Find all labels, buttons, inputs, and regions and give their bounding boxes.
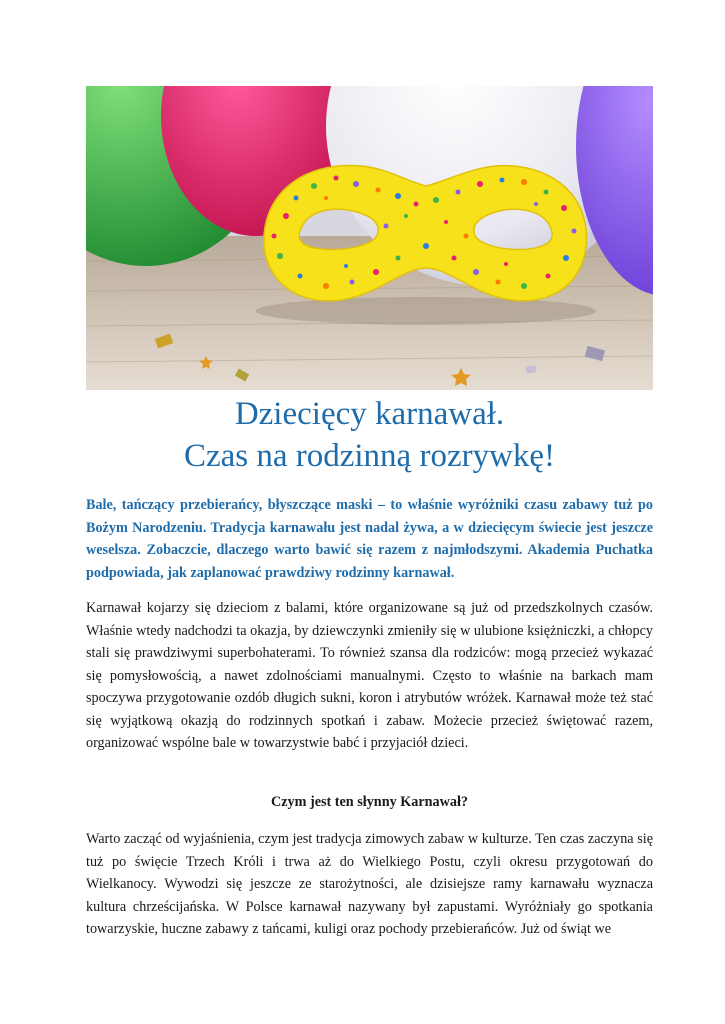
title-line-2: Czas na rodzinną rozrywkę! — [183, 438, 556, 474]
body-paragraph-2: Warto zacząć od wyjaśnienia, czym jest tradycja zimowych zabaw w kulturze. Ten czas zaczyna się tuż po święcie Trzech Króli i trwa aż do Wielkiego Postu, czyli okresu przygotowań do Wielkanocy. Wywodzi się jeszcze ze starożytności, ale dzisiejsze ramy karnawału wyznacza kultura chrześcijańska. W Polsce karnawał nazywany był zapustami. Wyróżniały go spotkania towarzyskie, huczne zabawy z tańcami, kuligi oraz pochody przebierańców. Już od świąt we — [86, 831, 653, 937]
carnival-mask-photo — [86, 86, 653, 390]
section-heading: Czym jest ten słynny Karnawał? — [270, 794, 469, 810]
article-title — [86, 393, 653, 477]
lead-paragraph: Bale, tańczący przebierańcy, błyszczące maski – to właśnie wyróżniki czasu zabawy tuż po Bożym Narodzeniu. Tradycja karnawału jest nadal żywa, a w dziecięcym świecie jest jeszcze weselsza. Zobaczcie, dlaczego warto bawić się razem z najmłodszymi. Akademia Puchatka podpowiada, jak zaplanować prawdziwy rodzinny karnawał. — [86, 497, 653, 581]
body-paragraph-1: Karnawał kojarzy się dzieciom z balami, które organizowane są już od przedszkolnych czasów. Właśnie wtedy nadchodzi ta okazja, by dziewczynki zmieniły się w ulubione księżniczki, a chłopcy stali się prawdziwymi superbohaterami. To również szansa dla rodziców: mogą przecież wykazać się pomysłowością, a nawet zdolnościami manualnymi. Często to właśnie na barkach mam spoczywa przygotowanie ozdób długich sukni, koron i atrybutów wróżek. Karnawał może też stać się wyjątkową okazją do rodzinnych spotkań i zabaw. Możecie przecież świętować razem, organizować wspólne bale w towarzystwie babć i przyjaciół dzieci. — [86, 600, 653, 751]
hero-image — [86, 86, 653, 390]
title-line-1: Dziecięcy karnawał. — [234, 396, 505, 432]
